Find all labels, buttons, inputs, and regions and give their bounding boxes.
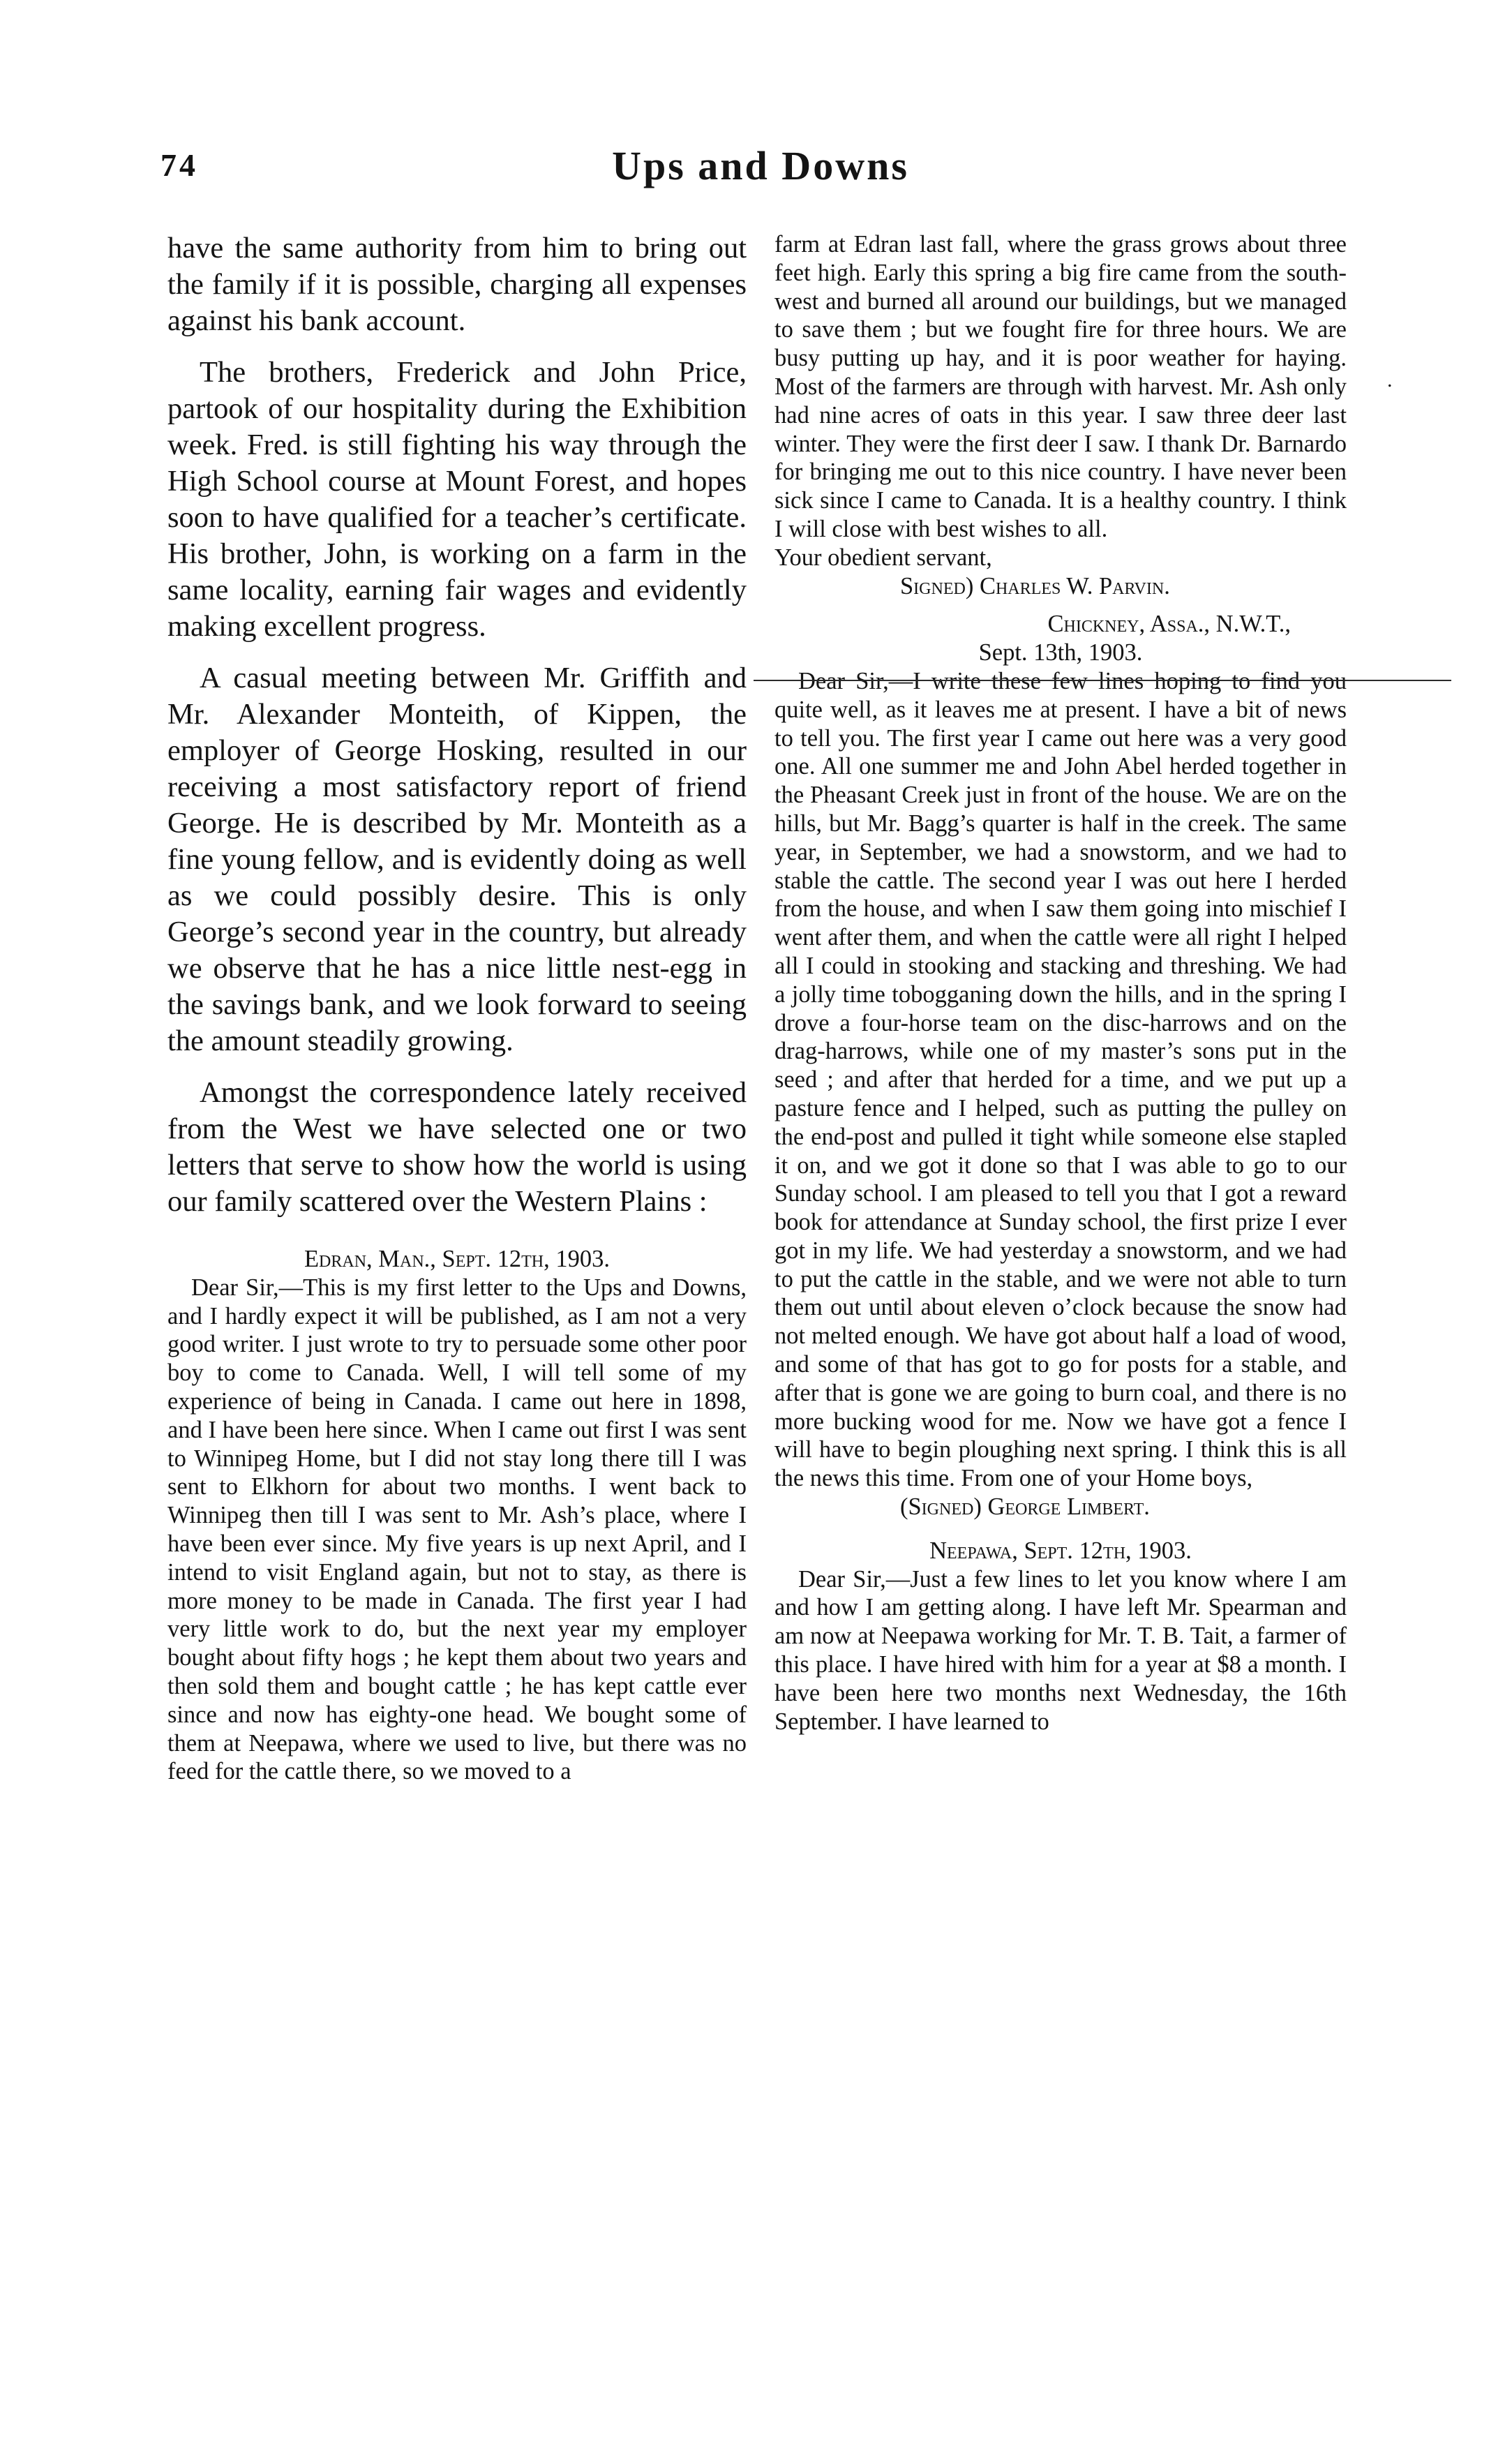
paragraph: Amongst the correspondence lately received from the West we have selected one or two letters that serve to show how the world is using our family scattered over the Western Plains : — [167, 1076, 747, 1218]
letter-body-continued: farm at Edran last fall, where the grass grows about three feet high. Early this spring a big fire came from the south-west and burned all around our buildings, but we managed to save them ; but we fought fire for three hours. We are busy putting up hay, and it is poor weather for haying. Most of the farmers are through with harvest. Mr. Ash only had nine acres of oats in this year. I saw three deer last winter. They were the first deer I saw. I thank Dr. Barnardo for bringing me out to this nice country. I have never been sick since I came to Canada. It is a healthy country. I think I will close with best wishes to all. — [774, 231, 1347, 542]
page-header — [160, 143, 1361, 195]
stray-mark: . — [1387, 368, 1393, 392]
paragraph: A casual meeting between Mr. Griffith and Mr. Alexander Monteith, of Kippen, the employer of George Hosking, resulted in our receiving a most satisfactory report of friend George. He is described by Mr. Monteith as a fine young fellow, and is evidently doing as well as we could possibly desire. This is only George’s second year in the country, but already we observe that he has a nice little nest-egg in the savings bank, and we look forward to seeing the amount steadily growing. — [167, 662, 747, 1057]
paragraph: have the same authority from him to bring out the family if it is possible, charging all expenses against his bank account. — [167, 232, 747, 337]
page-number: 74 — [160, 147, 198, 183]
letter-dateline: Neepawa, Sept. 12th, 1903. — [929, 1537, 1192, 1564]
letter-dateline: Edran, Man., Sept. 12th, 1903. — [304, 1246, 610, 1272]
letter-body: Dear Sir,—I write these few lines hoping to find you quite well, as it leaves me at present. I have a bit of news to tell you. The first year I came out here was a very good one. All one summer me and John Abel herded together in the Pheasant Creek just in front of the house. We are on the hills, but Mr. Bagg’s quarter is half in the creek. The same year, in September, we had a snowstorm, and we had to stable the cattle. The second year I was out here I herded from the house, and when I saw them going into mischief I went after them, and when the cattle were all right I helped all I could in stooking and stacking and threshing. We had a jolly time tobogganing down the hills, and in the spring I drove a four-horse team on the disc-harrows and on the drag-harrows, while one of my master’s sons put in the seed ; and after that herded for a time, and we put up a pasture fence and I helped, such as putting the pulley on the end-post and pulled it tight while someone else stapled it on, and we got it done so that I was able to go to our Sunday school. I am pleased to tell you that I got a reward book for attendance at Sunday school, the first prize I ever got in my life. We had yesterday a snowstorm, and we had to put the cattle in the stable, and we were not able to turn them out until about eleven o’clock because the snow had not melted enough. We have got about half a load of wood, and some of that has got to go for posts for a stable, and after that is gone we are going to burn coal, and there is no more bucking wood for me. Now we have got a fence I will have to begin ploughing next spring. I think this is all the news this time. From one of your Home boys, — [774, 667, 1347, 1492]
left-column — [167, 230, 747, 1786]
letter-body: Dear Sir,—Just a few lines to let you know where I am and how I am getting along. I have left Mr. Spearman and am now at Neepawa working for Mr. T. B. Tait, a farmer of this place. I have hired with him for a year at $8 a month. I have been here two months next Wednesday, the 16th September. I have learned to — [774, 1565, 1347, 1735]
running-title: Ups and Downs — [612, 143, 909, 188]
letter-parvin — [167, 1235, 747, 1786]
letter-dateline-date: Sept. 13th, 1903. — [978, 639, 1143, 666]
letter-signature: (Signed) George Limbert. — [900, 1493, 1150, 1521]
letter-continuation — [774, 230, 1347, 1736]
letter-signature: Signed) Charles W. Parvin. — [900, 572, 1170, 599]
strike-rule — [754, 680, 1451, 681]
letter-body: Dear Sir,—This is my first letter to the Ups and Downs, and I hardly expect it will be published, as I am not a very good writer. I just wrote to try to persuade some other poor boy to come to Canada. Well, I will tell some of my experience of being in Canada. I came out here in 1898, and I have been here since. When I came out first I was sent to Winnipeg Home, but I did not stay long there till I was sent to Elkhorn for about two months. I went back to Winnipeg then till I was sent to Mr. Ash’s place, where I have been ever since. My five years is up next April, and I intend to visit England again, but not to stay, as there is more money to be made in Canada. The first year I had very little work to do, but the next year my employer bought about fifty hogs ; he kept them about two years and then sold them and bought cattle ; he has kept cattle ever since and now has eighty-one head. We bought some of them at Neepawa, where we used to live, but there was no feed for the cattle there, so we moved to a — [167, 1274, 747, 1785]
letter-dateline: Chickney, Assa., N.W.T., — [1047, 611, 1291, 638]
right-column — [774, 230, 1347, 1736]
paragraph: The brothers, Frederick and John Price, partook of our hospitality during the Exhibition week. Fred. is still fighting his way through the High School course at Mount Forest, and hopes soon to have qualified for a teacher’s certificate. His brother, John, is working on a farm in the same locality, earning fair wages and evidently making excellent progress. — [167, 356, 747, 643]
letter-valediction: Your obedient servant, — [774, 544, 992, 571]
editorial-notes — [167, 230, 747, 1220]
